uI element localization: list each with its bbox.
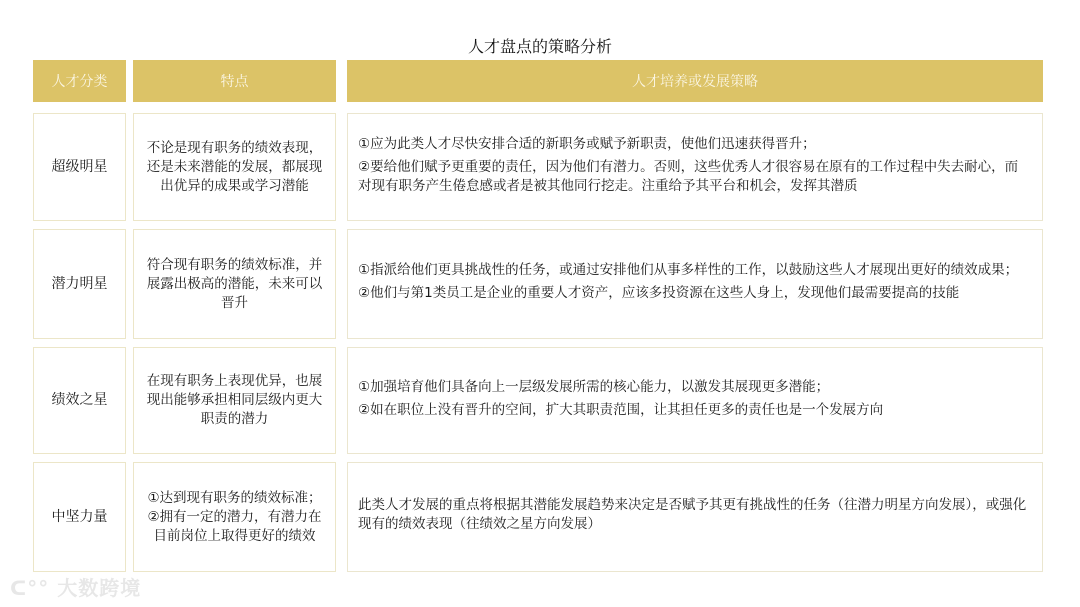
row-1-strategy-item-2: ②要给他们赋予更重要的责任，因为他们有潜力。否则，这些优秀人才很容易在原有的工作过程中失去耐心，而对现有职务产生倦怠感或者是被其他同行挖走。注重给予其平台和机会，发挥其潜质 <box>358 158 1019 194</box>
header-category: 人才分类 <box>33 60 126 102</box>
row-4-strategy-item-1: 此类人才发展的重点将根据其潜能发展趋势来决定是否赋予其更有挑战性的任务（往潜力明星方向发展），或强化现有的绩效表现（往绩效之星方向发展） <box>358 497 1027 532</box>
watermark-logo <box>10 572 141 601</box>
logo-icon: ᑕ°° <box>10 576 50 600</box>
row-2-strategy-item-2: ②他们与第1类员工是企业的重要人才资产，应该多投资源在这些人身上，发现他们最需要提高的技能 <box>358 285 960 301</box>
header-strategy: 人才培养或发展策略 <box>347 60 1043 102</box>
header-feature: 特点 <box>133 60 336 102</box>
row-1-strategy-item-1: ①应为此类人才尽快安排合适的新职务或赋予新职责，使他们迅速获得晋升； <box>358 135 816 152</box>
row-4-strategy <box>347 462 1043 572</box>
row-3-category: 绩效之星 <box>33 347 126 454</box>
watermark-text: 大数跨境 <box>57 576 142 600</box>
page-title: 人才盘点的策略分析 <box>467 37 612 56</box>
row-2-category: 潜力明星 <box>33 229 126 339</box>
row-4-category: 中坚力量 <box>33 462 126 572</box>
row-1-category: 超级明星 <box>33 113 126 221</box>
row-1-feature: 不论是现有职务的绩效表现，还是未来潜能的发展，都展现出优异的成果或学习潜能 <box>133 113 336 221</box>
row-2-strategy <box>347 229 1043 339</box>
row-2-strategy-item-1: ①指派给他们更具挑战性的任务，或通过安排他们从事多样性的工作，以鼓励这些人才展现出更好的绩效成果； <box>358 262 1019 278</box>
row-4-feature: ①达到现有职务的绩效标准；②拥有一定的潜力，有潜力在目前岗位上取得更好的绩效 <box>133 462 336 572</box>
row-3-feature: 在现有职务上表现优异，也展现出能够承担相同层级内更大职责的潜力 <box>133 347 336 454</box>
row-1-strategy <box>347 113 1043 221</box>
row-3-strategy <box>347 347 1043 454</box>
row-3-strategy-item-2: ②如在职位上没有晋升的空间，扩大其职责范围，让其担任更多的责任也是一个发展方向 <box>358 401 884 418</box>
row-3-strategy-item-1: ①加强培育他们具备向上一层级发展所需的核心能力，以激发其展现更多潜能； <box>358 378 830 395</box>
row-2-feature: 符合现有职务的绩效标准，并展露出极高的潜能，未来可以晋升 <box>133 229 336 339</box>
